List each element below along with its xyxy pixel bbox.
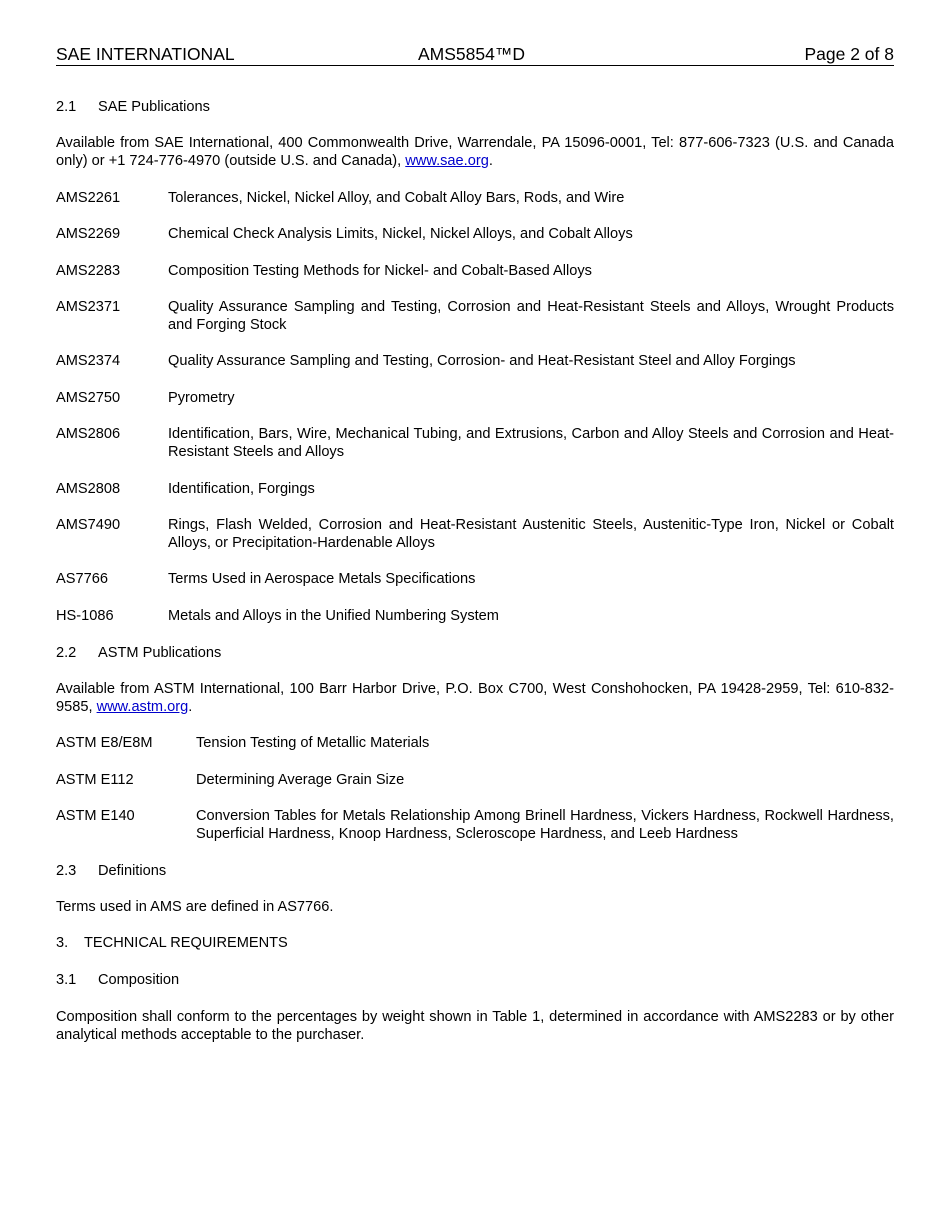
paragraph-period: . (488, 153, 493, 169)
reference-title: Composition Testing Methods for Nickel- and Cobalt-Based Alloys (168, 263, 592, 279)
reference-code: AS7766 (56, 571, 108, 587)
page-header (56, 44, 894, 66)
header-doc-id: AMS5854™D (418, 44, 525, 64)
section-number: 2.2 (56, 645, 77, 661)
reference-code: AMS2371 (56, 299, 121, 315)
reference-code: AMS7490 (56, 517, 121, 533)
section-title: SAE Publications (98, 99, 210, 115)
section-2-3-paragraph: Terms used in AMS are defined in AS7766. (56, 899, 334, 915)
reference-code: ASTM E140 (56, 808, 135, 824)
paragraph-period: . (188, 699, 193, 715)
section-2-2-paragraph (56, 680, 894, 716)
section-number: 2.3 (56, 863, 77, 879)
reference-title: Rings, Flash Welded, Corrosion and Heat-Resistant Austenitic Steels, Austenitic-Type Iron, Nickel or Cobalt Alloys, or Precipitation-Hardenable Alloys (168, 517, 894, 551)
reference-code: ASTM E8/E8M (56, 735, 153, 751)
reference-code: AMS2806 (56, 426, 121, 442)
reference-title: Pyrometry (168, 390, 235, 406)
reference-code: AMS2750 (56, 390, 121, 406)
reference-title: Tolerances, Nickel, Nickel Alloy, and Cobalt Alloy Bars, Rods, and Wire (168, 190, 625, 206)
section-title: ASTM Publications (98, 645, 222, 661)
reference-title: Identification, Forgings (168, 481, 315, 497)
section-2-1-heading (56, 98, 894, 116)
section-2-2-heading (56, 644, 894, 662)
section-3-1-heading (56, 971, 894, 989)
paragraph-text: Available from SAE International, 400 Commonwealth Drive, Warrendale, PA 15096-0001, Tel: 877-606-7323 (U.S. and Canada only) or +1 724-776-4970 (outside U.S. and Canada), (56, 135, 894, 169)
reference-title: Chemical Check Analysis Limits, Nickel, Nickel Alloys, and Cobalt Alloys (168, 226, 633, 242)
header-org: SAE INTERNATIONAL (56, 44, 235, 64)
section-title: Definitions (98, 863, 167, 879)
section-title: TECHNICAL REQUIREMENTS (84, 935, 288, 951)
reference-title: Conversion Tables for Metals Relationship Among Brinell Hardness, Vickers Hardness, Rockwell Hardness, Superficial Hardness, Knoop Hardness, Scleroscope Hardness, and Leeb Hardness (196, 808, 894, 842)
reference-title: Terms Used in Aerospace Metals Specifications (168, 571, 476, 587)
section-number: 3. (56, 935, 69, 951)
section-2-1-paragraph (56, 134, 894, 170)
section-3-1-paragraph: Composition shall conform to the percentages by weight shown in Table 1, determined in accordance with AMS2283 or by other analytical methods acceptable to the purchaser. (56, 1009, 894, 1043)
section-2-3-heading (56, 862, 894, 880)
sae-website-link[interactable]: www.sae.org (405, 153, 489, 169)
paragraph-text: Available from ASTM International, 100 Barr Harbor Drive, P.O. Box C700, West Conshohocken, PA 19428-2959, Tel: 610-832-9585, (56, 681, 894, 715)
section-number: 3.1 (56, 972, 77, 988)
reference-code: AMS2269 (56, 226, 121, 242)
header-page-number: Page 2 of 8 (804, 44, 894, 64)
reference-code: ASTM E112 (56, 772, 134, 788)
reference-title: Quality Assurance Sampling and Testing, Corrosion- and Heat-Resistant Steel and Alloy Forgings (168, 353, 796, 369)
reference-title: Determining Average Grain Size (196, 772, 405, 788)
section-3-heading (56, 934, 894, 952)
reference-title: Tension Testing of Metallic Materials (196, 735, 430, 751)
reference-title: Identification, Bars, Wire, Mechanical Tubing, and Extrusions, Carbon and Alloy Steels and Corrosion and Heat-Resistant Steels and Alloys (168, 426, 894, 460)
reference-code: AMS2283 (56, 263, 121, 279)
section-title: Composition (98, 972, 180, 988)
reference-code: AMS2261 (56, 190, 121, 206)
reference-code: AMS2808 (56, 481, 121, 497)
reference-code: AMS2374 (56, 353, 121, 369)
section-number: 2.1 (56, 99, 77, 115)
reference-title: Metals and Alloys in the Unified Numbering System (168, 608, 499, 624)
reference-code: HS-1086 (56, 608, 114, 624)
reference-title: Quality Assurance Sampling and Testing, Corrosion and Heat-Resistant Steels and Alloys, Wrought Products and Forging Stock (168, 299, 894, 333)
astm-website-link[interactable]: www.astm.org (96, 699, 189, 715)
